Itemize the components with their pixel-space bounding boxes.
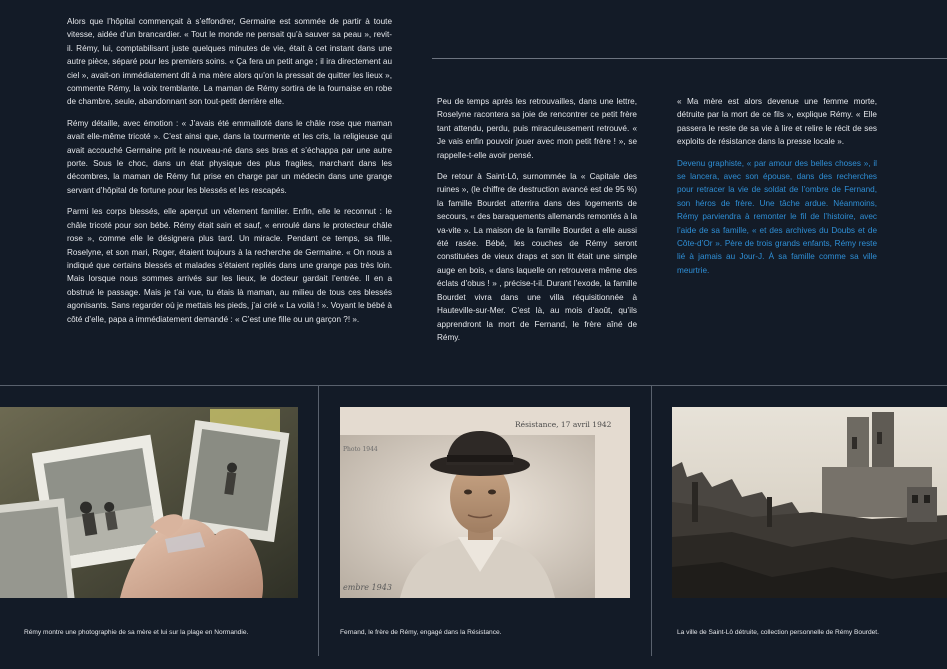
photo-inscription-left: Photo 1944 [343,446,378,453]
highlight-paragraph: Devenu graphiste, « par amour des belles choses », il se lancera, avec son épouse, dans des recherches pour retracer la vie de soldat de l’ombre de Fernand, son héros de frère. Une tâche ardue. Néanmoins, Rémy parviendra à remonter le fil de l’histoire, avec l’aide de sa famille, « et des archives du Doubs et de Côte-d’Or ». Père de trois grands enfants, Rémy reste lié à jamais au Jour-J. À sa famille comme sa ville meurtrie. [677,158,877,275]
photo-inscription-top: Résistance, 17 avril 1942 [515,420,612,429]
article-column-1 [67,15,392,334]
photo-fernand-portrait [340,407,630,598]
photo-inscription-bottom: embre 1943 [343,583,392,592]
paragraph: Parmi les corps blessés, elle aperçut un vêtement familier. Enfin, elle le reconnut : le châle tricoté pour son bébé. Rémy était sain et sauf, « enroulé dans le protecteur châle rose », comme elle le désignera plus tard. Un miracle. Pendant ce temps, sa fille, Roselyne, et son mari, Roger, étaient toujours à la recherche de Germaine. « On nous a indiqué que certains blessés et malades s’étaient repliés dans une grange pas très loin. Mais lorsque nous sommes arrivés sur les lieux, le docteur gardait l’entrée. Il en a obstrué le passage. Mais je t’ai vue, tu étais là maman, au milieu de tous ces blessés agonisants. Sans regarder où je mettais les pieds, j’ai crié « La voilà ! ». Voyant le bébé à côté d’elle, papa a immédiatement demandé : « C’est une fille ou un garçon ?! ». [67,207,392,324]
paragraph: Peu de temps après les retrouvailles, dans une lettre, Roselyne racontera sa joie de rencontrer ce petit frère tant attendu, perdu, puis miraculeusement retrouvé. « Je vais enfin pouvoir jouer avec mon petit frère ! », se rappelle-t-elle avoir pensé. [437,97,637,160]
article-column-2 [437,95,637,352]
photo-saint-lo-ruins [672,407,947,598]
photo-divider [318,386,319,656]
header-rule [432,58,947,59]
article-column-3 [677,95,877,285]
paragraph: Alors que l’hôpital commençait à s’effondrer, Germaine est sommée de partir à toute vitesse, aidée d’un brancardier. « Tout le monde ne pensait qu’à sauver sa peau », revit-il. Rémy, lui, comptabilisant juste quelques minutes de vie, était à cet instant dans une autre pièce, séparé pour les premiers soins. « Ça fera un petit ange ; il ira directement au ciel », avait-on immédiatement dit à ma mère alors qu’on la pressait de quitter les lieux », commente Rémy, la voix tremblante. La maman de Rémy sortira de la fournaise en robe de chambre, seule, abandonnant son tout-petit derrière elle. [67,17,392,107]
photo-strip-rule [0,385,947,386]
paragraph: Rémy détaille, avec émotion : « J’avais été emmailloté dans le châle rose que maman avait elle-même tricoté ». C’est ainsi que, dans la tourmente et les cris, la religieuse qui avait accouché Germaine prit le nouveau-né dans ses bras et s’échappa par une autre porte. Sous le choc, dans un état physique des plus fragiles, marchant dans les décombres, la maman de Rémy fut prise en charge par un médecin dans une grange servant d’hôpital de fortune pour les blessés et les rescapés. [67,118,392,195]
photo-caption: Fernand, le frère de Rémy, engagé dans la Résistance. [340,629,502,636]
paragraph: De retour à Saint-Lô, surnommée la « Capitale des ruines », (le chiffre de destruction avancé est de 95 %) la famille Bourdet atterrira dans des logements de secours, « des baraquements allemands remontés à la va-vite ». La maison de la famille Bourdet a elle aussi été rasée. Bébé, les couches de Rémy seront constituées de vieux draps et son lit était une simple auge en bois, « dans laquelle on retrouvera même des éclats d’obus ! » , précise-t-il. Durant l’exode, la famille Bourdet vivra dans une villa réquisitionnée à Hauteville-sur-Mer. C’est là, au mois d’août, qu’ils apprendront la mort de Fernand, le frère aîné de Rémy. [437,172,637,342]
photo-divider [651,386,652,656]
quote-paragraph: « Ma mère est alors devenue une femme morte, détruite par la mort de ce fils », explique Rémy. « Elle passera le reste de sa vie à lire et relire le récit de ses exploits de résistance dans la presse locale ». [677,97,877,147]
photo-caption: La ville de Saint-Lô détruite, collection personnelle de Rémy Bourdet. [677,629,879,636]
photo-caption: Rémy montre une photographie de sa mère et lui sur la plage en Normandie. [24,629,249,636]
photo-hand-with-photographs [0,407,298,598]
